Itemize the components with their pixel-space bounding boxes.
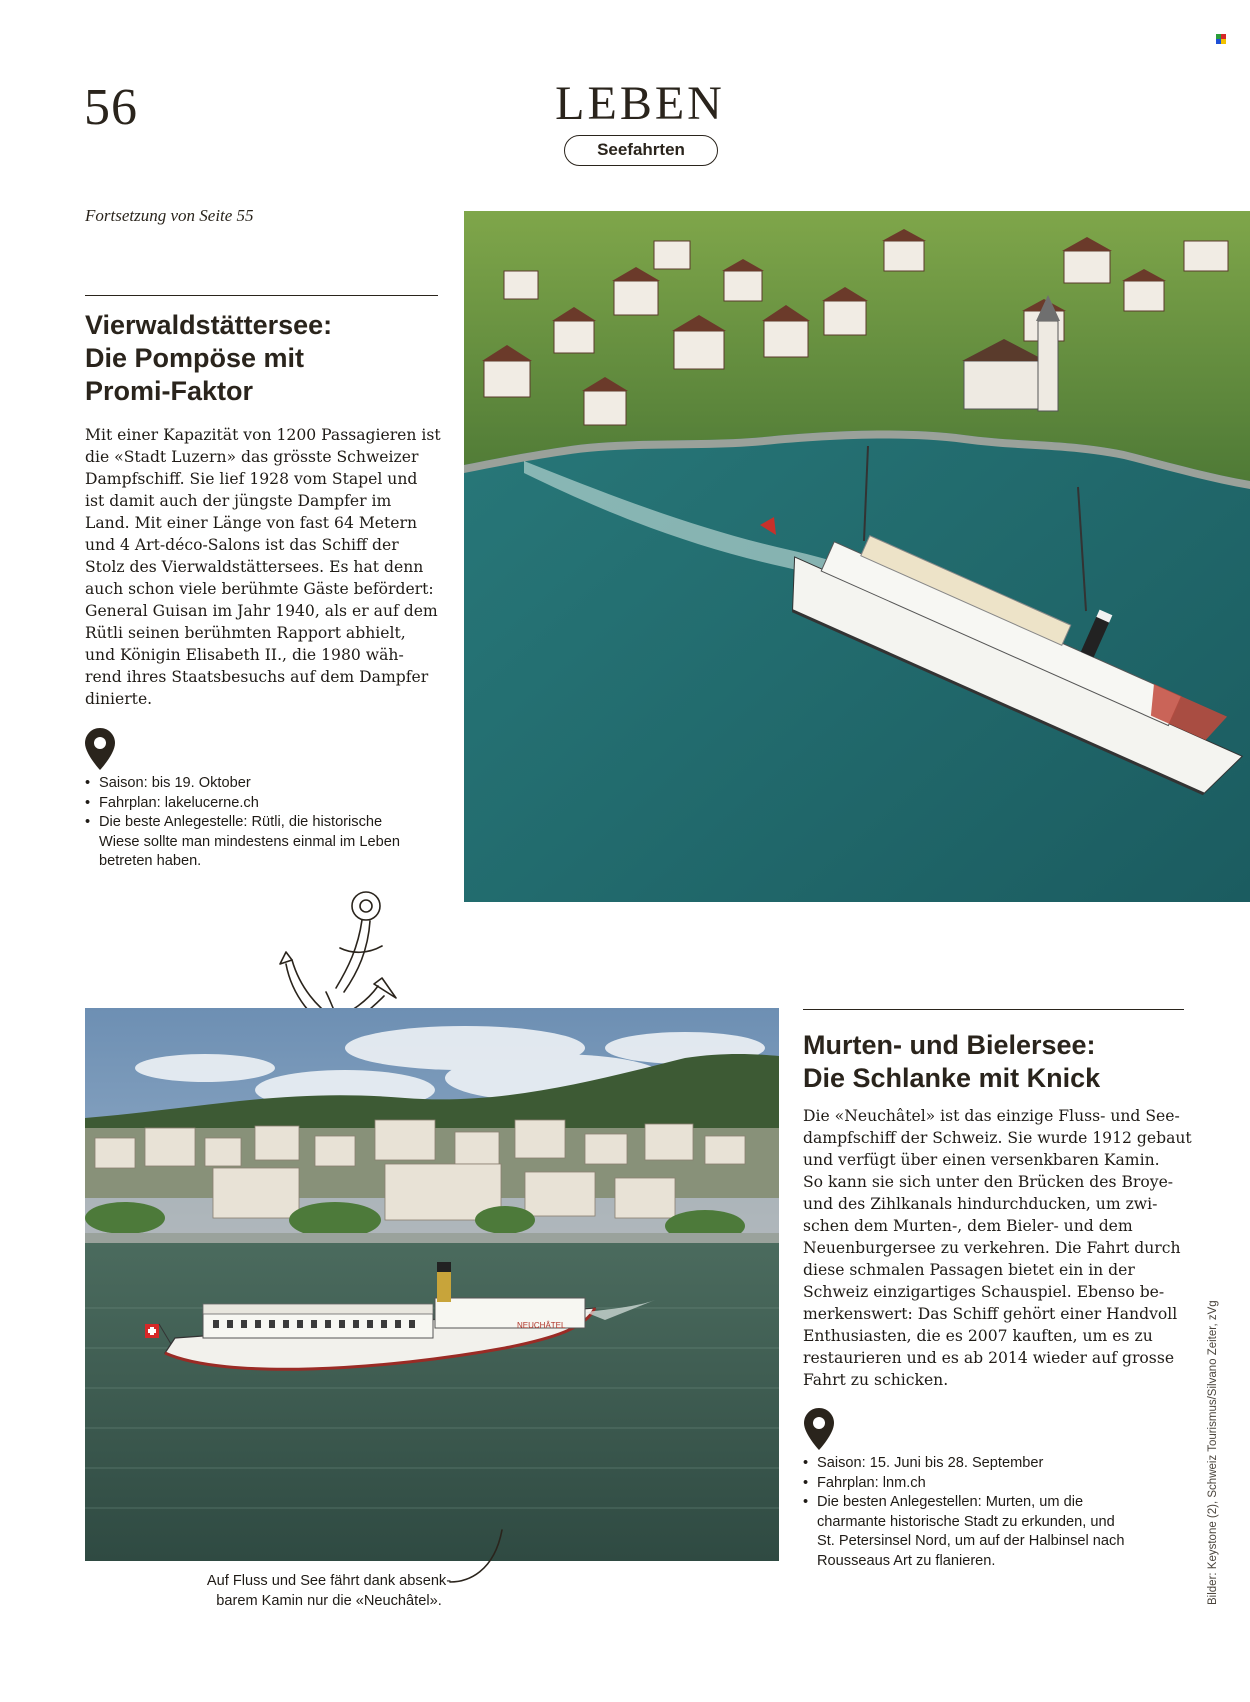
body-line: und verfügt über einen versenkbaren Kamin. bbox=[803, 1151, 1160, 1169]
photo-credits: Bilder: Keystone (2), Schweiz Tourismus/Silvano Zeiter, zVg bbox=[1207, 1300, 1219, 1605]
caption-pointer-line bbox=[448, 1526, 508, 1586]
body-line: Land. Mit einer Länge von fast 64 Metern bbox=[85, 514, 418, 532]
body-line: Dampfschiff. Sie lief 1928 vom Stapel und bbox=[85, 470, 418, 488]
body-line: rend ihres Staatsbesuchs auf dem Dampfer bbox=[85, 668, 429, 686]
headline-line: Murten- und Bielersee: bbox=[803, 1030, 1096, 1060]
body-line: Schweiz einzigartiges Schauspiel. Ebenso be- bbox=[803, 1283, 1165, 1301]
body-line: die «Stadt Luzern» das grösste Schweizer bbox=[85, 448, 419, 466]
subsection-tag: Seefahrten bbox=[564, 135, 718, 166]
body-line: restaurieren und es ab 2014 wieder auf grosse bbox=[803, 1349, 1175, 1367]
page-number: 56 bbox=[84, 79, 138, 136]
body-line: So kann sie sich unter den Brücken des Broye- bbox=[803, 1173, 1174, 1191]
fact-item: • Saison: bis 19. Oktober bbox=[85, 774, 400, 794]
headline-line: Die Schlanke mit Knick bbox=[803, 1063, 1101, 1093]
fact-item: • Die besten Anlegestellen: Murten, um die charmante historische Stadt zu erkunden, und St. Petersinsel Nord, um auf der Halbinsel nach Rousseaus Art zu flanieren. bbox=[803, 1493, 1124, 1571]
body-line: Mit einer Kapazität von 1200 Passagieren ist bbox=[85, 426, 441, 444]
headline-line: Die Pompöse mit bbox=[85, 343, 305, 373]
body-line: schen dem Murten-, dem Bieler- und dem bbox=[803, 1217, 1133, 1235]
body-line: Stolz des Vierwaldstättersees. Es hat denn bbox=[85, 558, 424, 576]
ship-name-label: NEUCHÂTEL bbox=[517, 1321, 566, 1330]
body-line: Rütli seinen berühmten Rapport abhielt, bbox=[85, 624, 406, 642]
section-title: LEBEN bbox=[555, 77, 725, 130]
fact-item: • Saison: 15. Juni bis 28. September bbox=[803, 1454, 1124, 1474]
fact-item: • Fahrplan: lnm.ch bbox=[803, 1474, 1124, 1494]
location-pin-icon bbox=[803, 1407, 835, 1451]
article1-body bbox=[85, 424, 441, 710]
body-line: General Guisan im Jahr 1940, als er auf dem bbox=[85, 602, 438, 620]
body-line: dampfschiff der Schweiz. Sie wurde 1912 gebaut bbox=[803, 1129, 1192, 1147]
article2-body bbox=[803, 1105, 1192, 1391]
continuation-note: Fortsetzung von Seite 55 bbox=[85, 206, 254, 225]
body-line: Enthusiasten, die es 2007 kauften, um es zu bbox=[803, 1327, 1153, 1345]
body-line: Die «Neuchâtel» ist das einzige Fluss- und See- bbox=[803, 1107, 1180, 1125]
article1-rule bbox=[85, 295, 438, 296]
photo-neuchatel-steamer bbox=[85, 1008, 779, 1561]
body-line: merkenswert: Das Schiff gehört einer Handvoll bbox=[803, 1305, 1178, 1323]
headline-line: Promi-Faktor bbox=[85, 376, 254, 406]
body-line: und 4 Art-déco-Salons ist das Schiff der bbox=[85, 536, 399, 554]
article2-headline bbox=[803, 1029, 1100, 1095]
body-line: auch schon viele berühmte Gäste befördert: bbox=[85, 580, 434, 598]
body-line: Fahrt zu schicken. bbox=[803, 1371, 949, 1389]
location-pin-icon bbox=[84, 727, 116, 771]
fact-item: • Fahrplan: lakelucerne.ch bbox=[85, 794, 400, 814]
article2-facts bbox=[803, 1454, 1124, 1571]
body-line: diese schmalen Passagen bietet ein in der bbox=[803, 1261, 1135, 1279]
body-line: Neuenburgersee zu verkehren. Die Fahrt durch bbox=[803, 1239, 1181, 1257]
body-line: und Königin Elisabeth II., die 1980 wäh- bbox=[85, 646, 404, 664]
print-color-mark-icon bbox=[1216, 34, 1226, 44]
article1-headline bbox=[85, 309, 332, 408]
headline-line: Vierwaldstättersee: bbox=[85, 310, 333, 340]
fact-item: • Die beste Anlegestelle: Rütli, die historische Wiese sollte man mindestens einmal im Leben betreten haben. bbox=[85, 813, 400, 872]
article1-facts bbox=[85, 774, 400, 872]
photo2-caption: Auf Fluss und See fährt dank absenk- barem Kamin nur die «Neuchâtel». bbox=[206, 1573, 452, 1609]
body-line: und des Zihlkanals hindurchducken, um zwi- bbox=[803, 1195, 1158, 1213]
body-line: dinierte. bbox=[85, 690, 153, 708]
article2-rule bbox=[803, 1009, 1184, 1010]
body-line: ist damit auch der jüngste Dampfer im bbox=[85, 492, 392, 510]
photo-lake-lucerne-steamer bbox=[464, 211, 1250, 902]
